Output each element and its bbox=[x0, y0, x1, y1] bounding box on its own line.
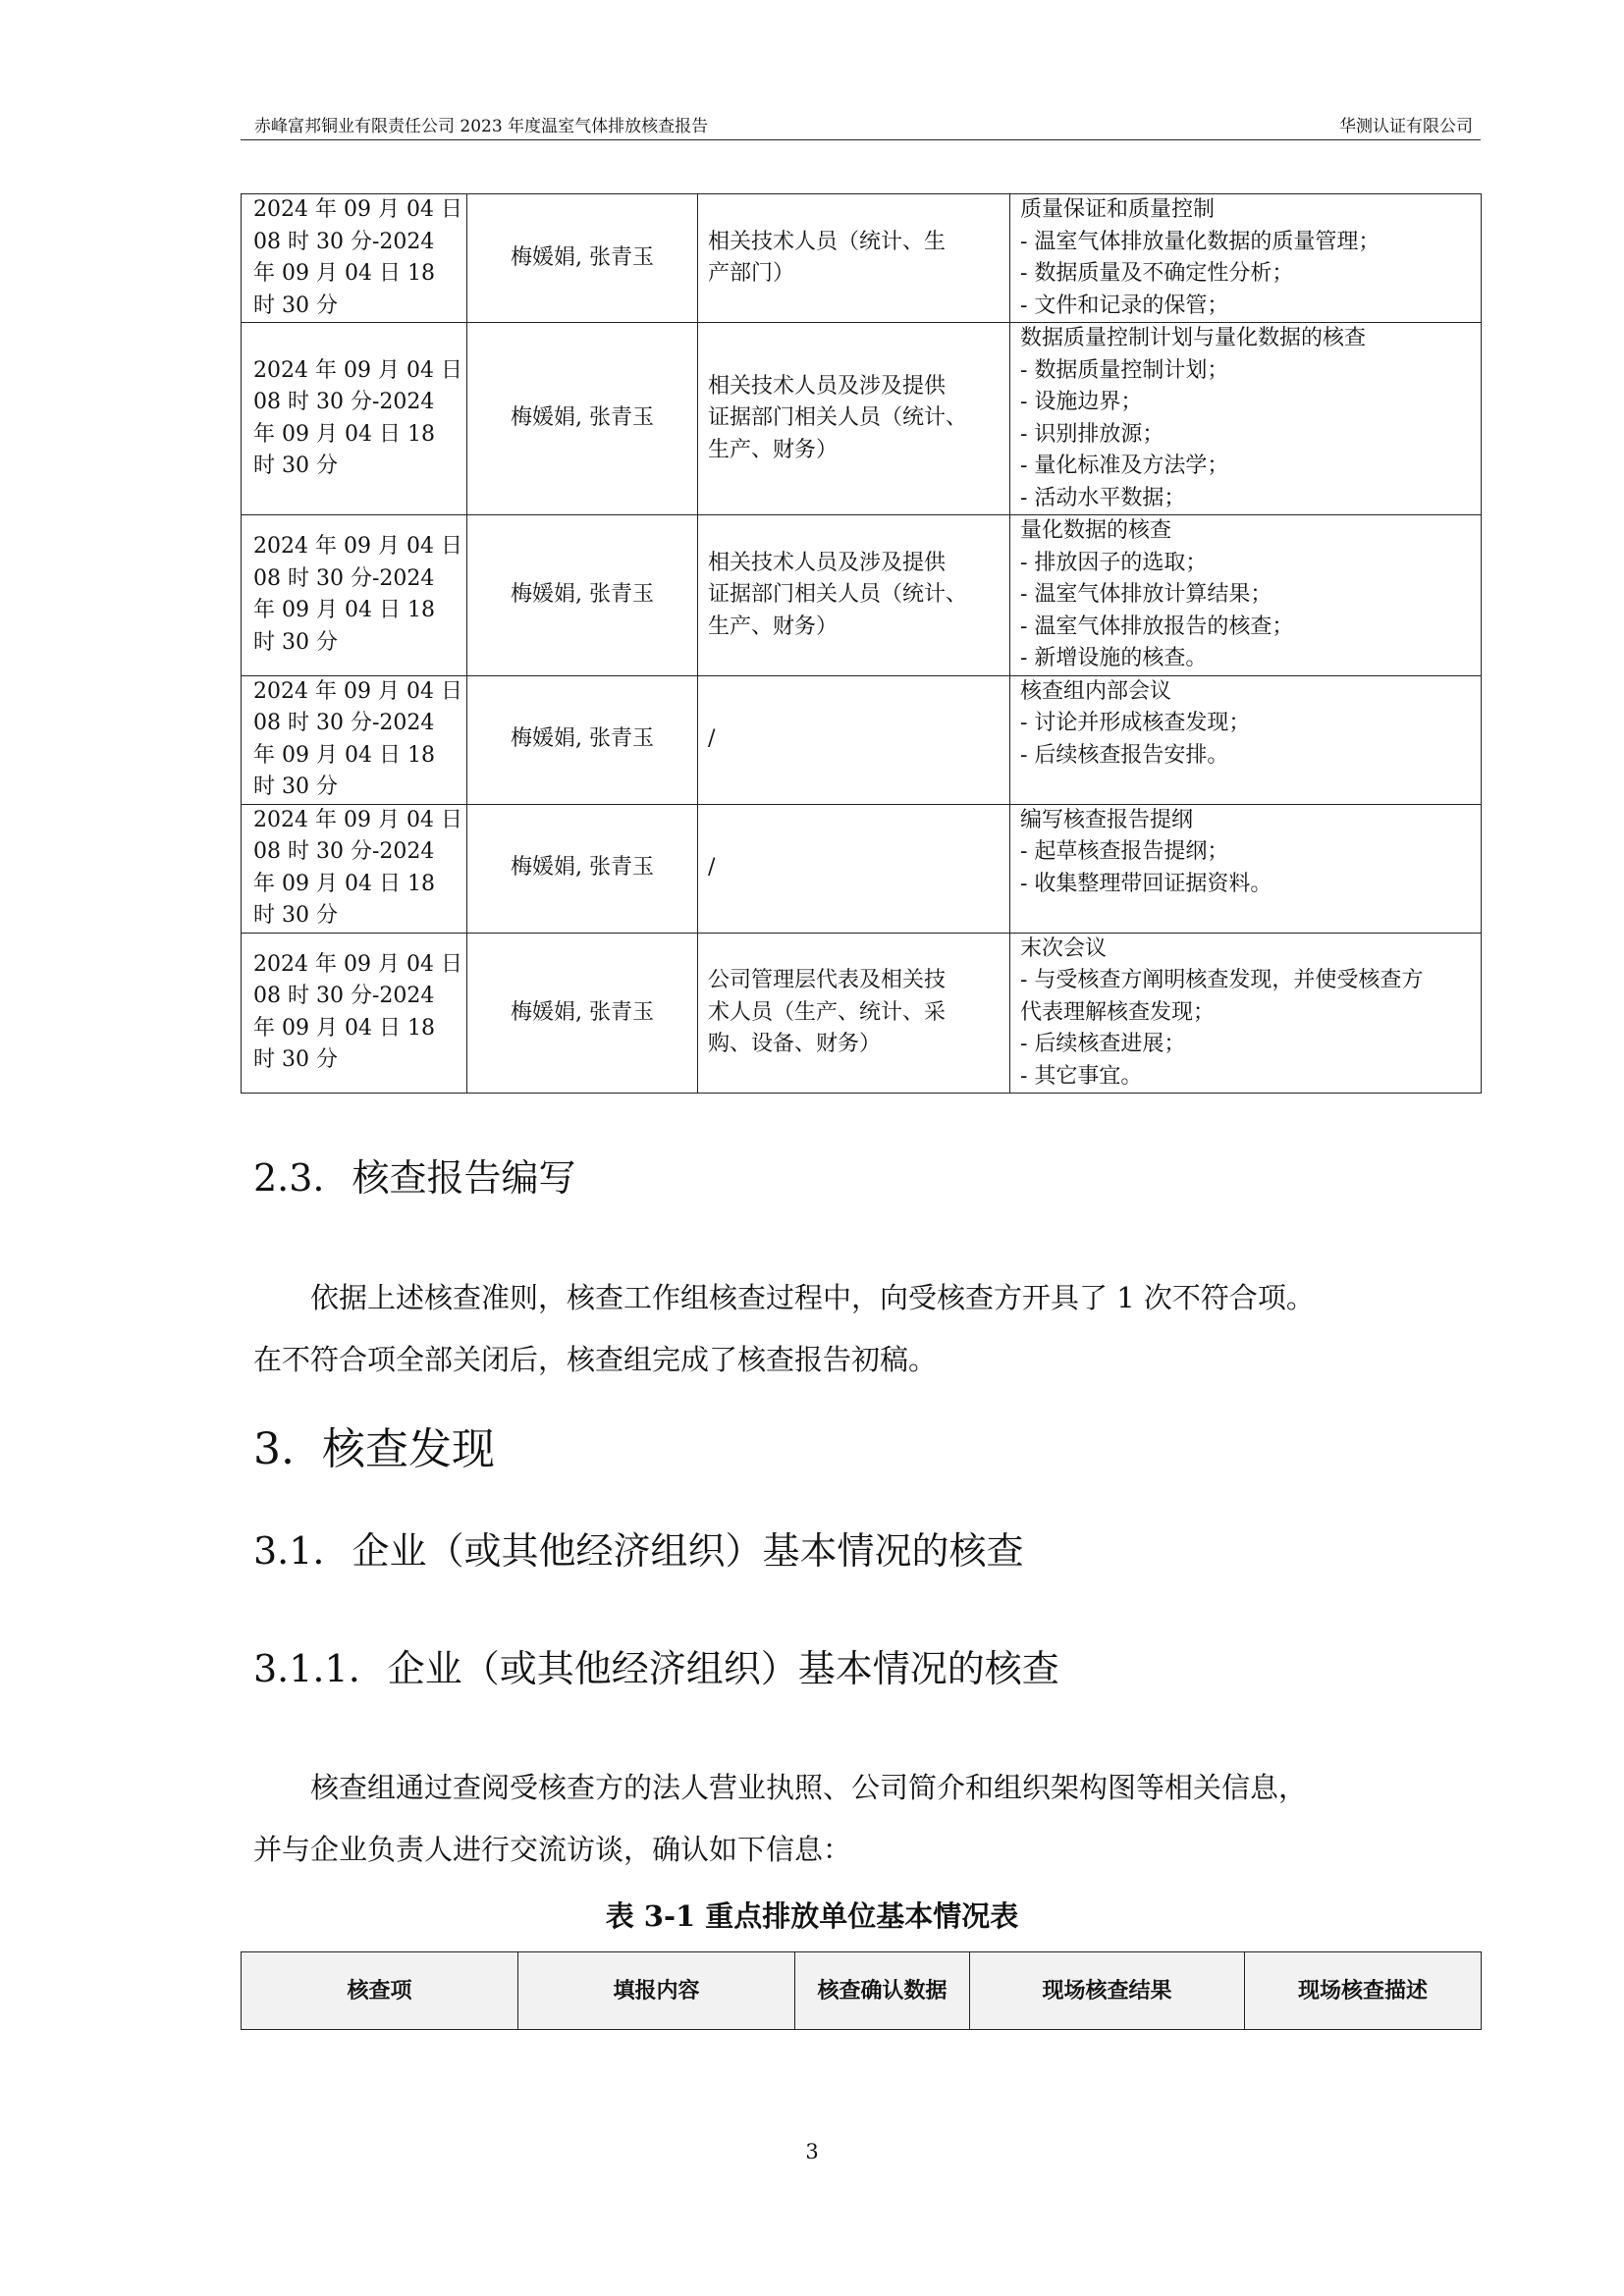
time-cell bbox=[242, 804, 467, 933]
content-line: - 温室气体排放报告的核查； bbox=[1020, 614, 1294, 639]
content-line: - 温室气体排放计算结果； bbox=[1020, 582, 1272, 607]
interviewees-cell bbox=[698, 194, 1010, 323]
section-3-heading: 3. 核查发现 bbox=[253, 1424, 495, 1474]
staff-text: 梅媛娟, 张青玉 bbox=[511, 405, 654, 431]
content-line: - 数据质量及不确定性分析； bbox=[1020, 261, 1294, 286]
header-check-item: 核查项 bbox=[242, 1952, 518, 2030]
staff-text: 梅媛娟, 张青玉 bbox=[511, 726, 654, 752]
section-3-1-heading: 3.1. 企业（或其他经济组织）基本情况的核查 bbox=[253, 1529, 1024, 1573]
time-line: 时 30 分 bbox=[253, 629, 338, 655]
time-cell bbox=[242, 323, 467, 515]
content-cell bbox=[1010, 675, 1482, 804]
interviewees-line: 相关技术人员及涉及提供 bbox=[708, 373, 947, 399]
time-cell bbox=[242, 933, 467, 1094]
interviewees-line: 相关技术人员及涉及提供 bbox=[708, 550, 947, 575]
staff-cell bbox=[467, 804, 698, 933]
content-line: - 识别排放源； bbox=[1020, 421, 1164, 447]
header-company: 华测认证有限公司 bbox=[1339, 117, 1473, 136]
section-3-1-1-heading: 3.1.1. 企业（或其他经济组织）基本情况的核查 bbox=[253, 1647, 1059, 1690]
time-line: 08 时 30 分-2024 bbox=[253, 711, 435, 735]
header-site-result: 现场核查结果 bbox=[970, 1952, 1245, 2030]
time-line: 年 09 月 04 日 18 bbox=[253, 421, 435, 447]
interviewees-line: 购、设备、财务） bbox=[708, 1032, 882, 1056]
time-line: 08 时 30 分-2024 bbox=[253, 390, 435, 414]
time-line: 2024 年 09 月 04 日 bbox=[253, 357, 462, 383]
section-2-3-heading: 2.3. 核查报告编写 bbox=[253, 1156, 576, 1200]
time-cell bbox=[242, 515, 467, 676]
content-line: - 文件和记录的保管； bbox=[1020, 293, 1229, 318]
schedule-row bbox=[242, 675, 1482, 804]
time-line: 时 30 分 bbox=[253, 903, 338, 928]
interviewees-cell bbox=[698, 515, 1010, 676]
content-line: - 量化标准及方法学； bbox=[1020, 454, 1229, 478]
content-line: - 温室气体排放量化数据的质量管理； bbox=[1020, 229, 1380, 254]
interviewees-line: / bbox=[708, 726, 716, 752]
section-2-3-paragraph: 依据上述核查准则，核查工作组核查过程中，向受核查方开具了 1 次不符合项。 在不符合项全部关闭后，核查组完成了核查报告初稿。 bbox=[253, 1281, 1315, 1376]
time-cell bbox=[242, 194, 467, 323]
schedule-row bbox=[242, 194, 1482, 323]
time-line: 年 09 月 04 日 18 bbox=[253, 1015, 435, 1041]
header-site-description: 现场核查描述 bbox=[1245, 1952, 1482, 2030]
staff-text: 梅媛娟, 张青玉 bbox=[511, 244, 654, 270]
interviewees-line: 产部门） bbox=[708, 261, 795, 286]
content-line: 数据质量控制计划与量化数据的核查 bbox=[1020, 326, 1367, 350]
time-line: 2024 年 09 月 04 日 bbox=[253, 534, 462, 560]
basic-info-table bbox=[241, 1951, 1482, 2030]
content-line: - 讨论并形成核查发现； bbox=[1020, 711, 1251, 735]
time-line: 2024 年 09 月 04 日 bbox=[253, 197, 462, 222]
time-line: 2024 年 09 月 04 日 bbox=[253, 951, 462, 977]
time-line: 年 09 月 04 日 18 bbox=[253, 871, 435, 896]
content-cell bbox=[1010, 804, 1482, 933]
interviewees-line: 公司管理层代表及相关技 bbox=[708, 968, 947, 992]
content-line: - 设施边界； bbox=[1020, 390, 1143, 414]
schedule-table bbox=[241, 193, 1482, 1094]
content-cell bbox=[1010, 933, 1482, 1094]
content-line: 核查组内部会议 bbox=[1020, 678, 1172, 704]
content-line: - 排放因子的选取； bbox=[1020, 550, 1208, 575]
interviewees-line: 生产、财务） bbox=[708, 437, 839, 462]
time-line: 08 时 30 分-2024 bbox=[253, 839, 435, 864]
staff-cell bbox=[467, 194, 698, 323]
interviewees-cell bbox=[698, 933, 1010, 1094]
interviewees-cell bbox=[698, 804, 1010, 933]
page-number: 3 bbox=[805, 2140, 819, 2163]
content-line: 编写核查报告提纲 bbox=[1020, 807, 1194, 832]
time-line: 08 时 30 分-2024 bbox=[253, 565, 435, 591]
header-report-title: 赤峰富邦铜业有限责任公司 2023 年度温室气体排放核查报告 bbox=[254, 117, 709, 136]
staff-cell bbox=[467, 515, 698, 676]
staff-text: 梅媛娟, 张青玉 bbox=[511, 999, 654, 1025]
interviewees-cell bbox=[698, 323, 1010, 515]
content-line: 末次会议 bbox=[1020, 935, 1108, 961]
time-line: 年 09 月 04 日 18 bbox=[253, 261, 435, 286]
content-line: - 数据质量控制计划； bbox=[1020, 357, 1229, 383]
interviewees-cell bbox=[698, 675, 1010, 804]
interviewees-line: 生产、财务） bbox=[708, 614, 839, 639]
time-line: 时 30 分 bbox=[253, 454, 338, 478]
content-line: - 起草核查报告提纲； bbox=[1020, 839, 1229, 864]
time-line: 2024 年 09 月 04 日 bbox=[253, 807, 462, 832]
staff-text: 梅媛娟, 张青玉 bbox=[511, 582, 654, 607]
interviewees-line: 术人员（生产、统计、采 bbox=[708, 999, 947, 1025]
content-line: 代表理解核查发现； bbox=[1020, 999, 1216, 1025]
schedule-row bbox=[242, 933, 1482, 1094]
content-line: - 活动水平数据； bbox=[1020, 485, 1186, 510]
content-line: - 新增设施的核查。 bbox=[1020, 646, 1208, 670]
interviewees-line: 证据部门相关人员（统计、 bbox=[708, 582, 968, 607]
time-line: 年 09 月 04 日 18 bbox=[253, 598, 435, 623]
interviewees-line: 相关技术人员（统计、生 bbox=[708, 229, 947, 254]
content-cell bbox=[1010, 515, 1482, 676]
schedule-row bbox=[242, 323, 1482, 515]
time-line: 08 时 30 分-2024 bbox=[253, 984, 435, 1009]
schedule-row bbox=[242, 804, 1482, 933]
schedule-row bbox=[242, 515, 1482, 676]
time-line: 时 30 分 bbox=[253, 774, 338, 799]
table-caption: 表 3-1 重点排放单位基本情况表 bbox=[605, 1899, 1019, 1933]
time-line: 2024 年 09 月 04 日 bbox=[253, 678, 462, 704]
time-line: 时 30 分 bbox=[253, 1047, 338, 1073]
content-line: - 与受核查方阐明核查发现，并使受核查方 bbox=[1020, 968, 1424, 992]
time-cell bbox=[242, 675, 467, 804]
page-header bbox=[241, 110, 1481, 140]
header-reported-content: 填报内容 bbox=[518, 1952, 795, 2030]
content-line: - 后续核查进展； bbox=[1020, 1032, 1186, 1056]
interviewees-line: 证据部门相关人员（统计、 bbox=[708, 405, 968, 431]
staff-cell bbox=[467, 675, 698, 804]
content-cell bbox=[1010, 323, 1482, 515]
content-line: 量化数据的核查 bbox=[1020, 518, 1172, 543]
staff-cell bbox=[467, 933, 698, 1094]
content-line: - 其它事宜。 bbox=[1020, 1063, 1143, 1089]
content-cell bbox=[1010, 194, 1482, 323]
time-line: 年 09 月 04 日 18 bbox=[253, 742, 435, 768]
time-line: 08 时 30 分-2024 bbox=[253, 229, 435, 254]
interviewees-line: / bbox=[708, 855, 716, 881]
header-confirmed-data: 核查确认数据 bbox=[795, 1952, 970, 2030]
time-line: 时 30 分 bbox=[253, 293, 338, 318]
content-line: - 后续核查报告安排。 bbox=[1020, 742, 1229, 768]
staff-cell bbox=[467, 323, 698, 515]
staff-text: 梅媛娟, 张青玉 bbox=[511, 855, 654, 881]
content-line: - 收集整理带回证据资料。 bbox=[1020, 871, 1272, 896]
content-line: 质量保证和质量控制 bbox=[1020, 197, 1216, 222]
section-3-1-1-paragraph: 核查组通过查阅受核查方的法人营业执照、公司简介和组织架构图等相关信息， 并与企业负责人进行交流访谈，确认如下信息： bbox=[253, 1771, 1308, 1866]
